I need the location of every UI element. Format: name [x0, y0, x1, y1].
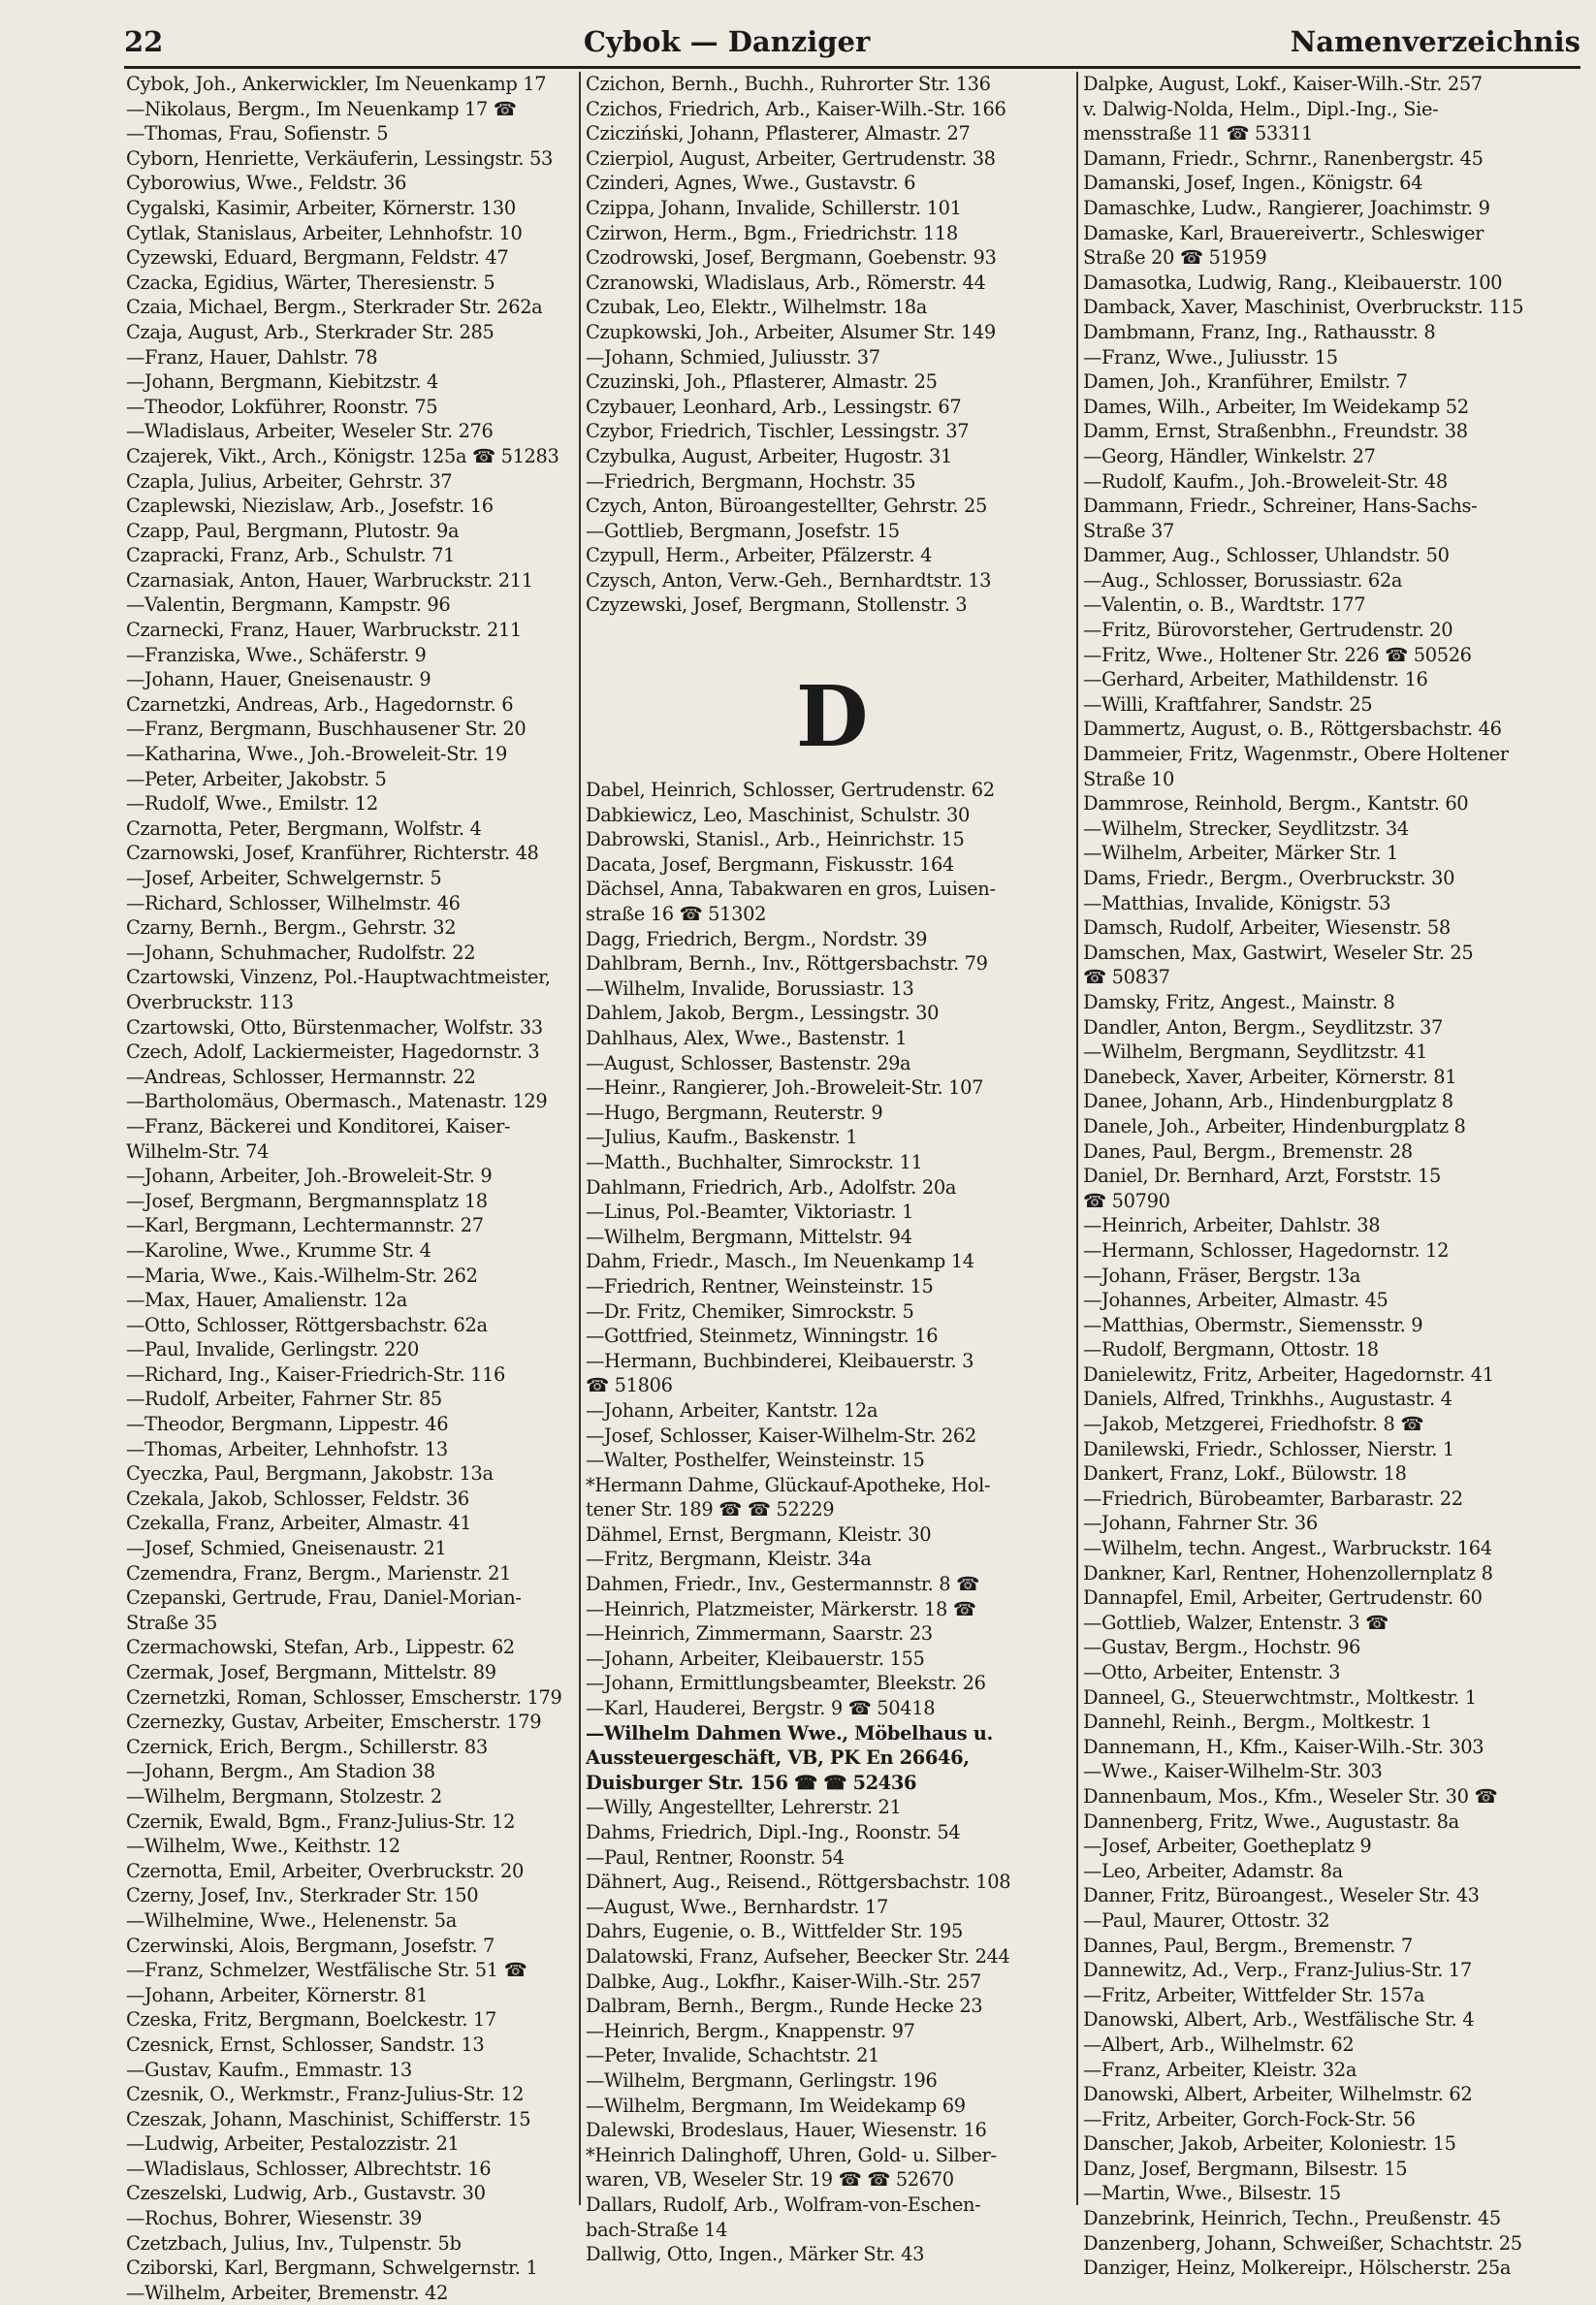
directory-entry: Czarnecki, Franz, Hauer, Warbruckstr. 211 — [126, 619, 522, 642]
directory-entry: —Friedrich, Bergmann, Hochstr. 35 — [586, 469, 916, 493]
column-2-d-entries — [586, 778, 1078, 2267]
directory-entry: —Gottlieb, Walzer, Entenstr. 3 ☎ — [1083, 1611, 1389, 1634]
directory-entry: —Albert, Arb., Wilhelmstr. 62 — [1083, 2033, 1355, 2056]
directory-entry: Dannewitz, Ad., Verp., Franz-Julius-Str. 17 — [1083, 1959, 1472, 1982]
directory-entry: Damanski, Josef, Ingen., Königstr. 64 — [1083, 172, 1423, 195]
column-2 — [586, 72, 1078, 2266]
directory-entry: Czybauer, Leonhard, Arb., Lessingstr. 67 — [586, 395, 962, 418]
directory-entry: —Ludwig, Arbeiter, Pestalozzistr. 21 — [126, 2132, 460, 2156]
directory-entry: —Willy, Angestellter, Lehrerstr. 21 — [586, 1796, 902, 1819]
directory-entry: Dahmen, Friedr., Inv., Gestermannstr. 8 ☎ — [586, 1573, 979, 1596]
directory-entry: bach-Straße 14 — [586, 2218, 728, 2241]
directory-entry: —Hermann, Buchbinderei, Kleibauerstr. 3 — [586, 1349, 974, 1372]
directory-entry: Damm, Ernst, Straßenbhn., Freundstr. 38 — [1083, 420, 1468, 443]
directory-entry: —Wilhelm, Bergmann, Stolzestr. 2 — [126, 1784, 442, 1808]
directory-entry: Dahlmann, Friedrich, Arb., Adolfstr. 20a — [586, 1175, 957, 1199]
directory-entry: —Johann, Bergmann, Kiebitzstr. 4 — [126, 370, 438, 394]
directory-entry: Czarnowski, Josef, Kranführer, Richterstr. 48 — [126, 842, 539, 865]
directory-entry: Danele, Joh., Arbeiter, Hindenburgplatz 8 — [1083, 1114, 1466, 1137]
name-range: Cybok — Danziger — [583, 25, 871, 58]
directory-entry: —Johann, Ermittlungsbeamter, Bleekstr. 26 — [586, 1672, 986, 1695]
directory-entry: —Paul, Rentner, Roonstr. 54 — [586, 1845, 845, 1869]
directory-entry: —Valentin, o. B., Wardtstr. 177 — [1083, 593, 1366, 617]
directory-entry: Straße 35 — [126, 1611, 218, 1634]
directory-entry: Czesnik, O., Werkmstr., Franz-Julius-Str. 12 — [126, 2083, 525, 2106]
directory-entry: Czeska, Fritz, Bergmann, Boelckestr. 17 — [126, 2008, 496, 2032]
directory-entry: Czinderi, Agnes, Wwe., Gustavstr. 6 — [586, 172, 916, 195]
directory-entry: Czapla, Julius, Arbeiter, Gehrstr. 37 — [126, 469, 453, 493]
directory-entry: —Gerhard, Arbeiter, Mathildenstr. 16 — [1083, 668, 1428, 691]
directory-entry: Dahm, Friedr., Masch., Im Neuenkamp 14 — [586, 1250, 974, 1273]
directory-entry: —Heinrich, Bergm., Knappenstr. 97 — [586, 2019, 915, 2042]
directory-entry: Dammann, Friedr., Schreiner, Hans-Sachs- — [1083, 495, 1478, 518]
directory-entry: Daniels, Alfred, Trinkhhs., Augustastr. 4 — [1083, 1388, 1452, 1411]
column-3 — [1083, 72, 1573, 2280]
directory-entry: Dankert, Franz, Lokf., Bülowstr. 18 — [1083, 1462, 1407, 1486]
directory-entry: Dähmel, Ernst, Bergmann, Kleistr. 30 — [586, 1522, 932, 1546]
directory-entry: Dabkiewicz, Leo, Maschinist, Schulstr. 30 — [586, 803, 971, 826]
directory-entry: Dallars, Rudolf, Arb., Wolfram-von-Eschen- — [586, 2193, 981, 2216]
directory-entry: Czuzinski, Joh., Pflasterer, Almastr. 25 — [586, 370, 938, 394]
directory-entry: Czicziński, Johann, Pflasterer, Almastr. 27 — [586, 122, 971, 145]
directory-entry: —Wilhelm, Bergmann, Gerlingstr. 196 — [586, 2068, 938, 2092]
directory-entry: —Max, Hauer, Amalienstr. 12a — [126, 1289, 407, 1312]
directory-entry: Czupkowski, Joh., Arbeiter, Alsumer Str. 149 — [586, 320, 996, 343]
directory-entry: Cyeczka, Paul, Bergmann, Jakobstr. 13a — [126, 1462, 494, 1486]
directory-entry: Dalpke, August, Lokf., Kaiser-Wilh.-Str. 257 — [1083, 73, 1483, 95]
directory-entry: ☎ 50837 — [1083, 966, 1170, 989]
directory-entry: —Peter, Invalide, Schachtstr. 21 — [586, 2044, 880, 2067]
directory-entry: Czych, Anton, Büroangestellter, Gehrstr. 25 — [586, 495, 987, 518]
directory-entry: Damann, Friedr., Schrnr., Ranenbergstr. 45 — [1083, 146, 1484, 170]
directory-entry: —Franziska, Wwe., Schäferstr. 9 — [126, 643, 427, 666]
directory-entry: Czybulka, August, Arbeiter, Hugostr. 31 — [586, 444, 953, 467]
directory-entry: —Dr. Fritz, Chemiker, Simrockstr. 5 — [586, 1299, 914, 1323]
directory-entry: —Wilhelm, Bergmann, Seydlitzstr. 41 — [1083, 1040, 1428, 1064]
directory-entry: Czemendra, Franz, Bergm., Marienstr. 21 — [126, 1561, 512, 1585]
page-header — [124, 21, 1580, 62]
directory-entry: Czubak, Leo, Elektr., Wilhelmstr. 18a — [586, 296, 927, 319]
directory-entry: Czekala, Jakob, Schlosser, Feldstr. 36 — [126, 1487, 469, 1510]
directory-entry: Czapp, Paul, Bergmann, Plutostr. 9a — [126, 519, 460, 542]
directory-entry: Dahlbram, Bernh., Inv., Röttgersbachstr. 79 — [586, 952, 988, 976]
directory-entry: —Wilhelm, Arbeiter, Märker Str. 1 — [1083, 842, 1399, 865]
directory-entry: —Paul, Invalide, Gerlingstr. 220 — [126, 1338, 419, 1361]
directory-entry: —Franz, Bäckerei und Konditorei, Kaiser- — [126, 1114, 511, 1137]
directory-entry: Damasotka, Ludwig, Rang., Kleibauerstr. 100 — [1083, 271, 1503, 294]
directory-entry: —Franz, Schmelzer, Westfälische Str. 51 ☎ — [126, 1959, 527, 1982]
directory-entry: Dalatowski, Franz, Aufseher, Beecker Str. 244 — [586, 1944, 1010, 1968]
directory-entry: —Linus, Pol.-Beamter, Viktoriastr. 1 — [586, 1201, 914, 1224]
directory-entry: —Rudolf, Wwe., Emilstr. 12 — [126, 792, 378, 816]
directory-entry: —Otto, Schlosser, Röttgersbachstr. 62a — [126, 1313, 488, 1336]
directory-entry: —Karl, Bergmann, Lechtermannstr. 27 — [126, 1214, 484, 1237]
directory-entry: —Gustav, Bergm., Hochstr. 96 — [1083, 1636, 1360, 1659]
directory-entry: Danes, Paul, Bergm., Bremenstr. 28 — [1083, 1139, 1413, 1163]
directory-entry: —Franz, Wwe., Juliusstr. 15 — [1083, 345, 1338, 368]
directory-entry: Czeszelski, Ludwig, Arb., Gustavstr. 30 — [126, 2182, 486, 2205]
directory-entry: —Wladislaus, Arbeiter, Weseler Str. 276 — [126, 420, 494, 443]
directory-entry: Czybor, Friedrich, Tischler, Lessingstr. 37 — [586, 420, 970, 443]
section-letter-d: D — [795, 667, 869, 766]
directory-entry: Czypull, Herm., Arbeiter, Pfälzerstr. 4 — [586, 544, 933, 567]
directory-entry: Dandler, Anton, Bergm., Seydlitzstr. 37 — [1083, 1015, 1443, 1039]
directory-entry: Cyborowius, Wwe., Feldstr. 36 — [126, 172, 407, 195]
directory-entry: Czernick, Erich, Bergm., Schillerstr. 83 — [126, 1735, 488, 1758]
directory-entry: —Josef, Arbeiter, Goetheplatz 9 — [1083, 1835, 1372, 1858]
directory-entry: Danowski, Albert, Arbeiter, Wilhelmstr. 62 — [1083, 2083, 1473, 2106]
directory-entry: —Gottlieb, Bergmann, Josefstr. 15 — [586, 519, 900, 542]
directory-entry: —Julius, Kaufm., Baskenstr. 1 — [586, 1126, 858, 1149]
directory-entry: —Paul, Maurer, Ottostr. 32 — [1083, 1908, 1330, 1932]
directory-entry: —Johann, Fräser, Bergstr. 13a — [1083, 1264, 1361, 1287]
directory-entry: Dannenberg, Fritz, Wwe., Augustastr. 8a — [1083, 1809, 1459, 1833]
directory-entry: —Hermann, Schlosser, Hagedornstr. 12 — [1083, 1238, 1450, 1262]
directory-entry: —Wilhelmine, Wwe., Helenenstr. 5a — [126, 1908, 457, 1932]
directory-entry: straße 16 ☎ 51302 — [586, 903, 767, 926]
directory-entry: Danzenberg, Johann, Schweißer, Schachtstr. 25 — [1083, 2231, 1522, 2255]
directory-entry: Dankner, Karl, Rentner, Hohenzollernplatz 8 — [1083, 1561, 1493, 1585]
directory-entry: Damschen, Max, Gastwirt, Weseler Str. 25 — [1083, 941, 1474, 964]
directory-entry: —Wilhelm, Strecker, Seydlitzstr. 34 — [1083, 816, 1409, 840]
directory-entry: Czichos, Friedrich, Arb., Kaiser-Wilh.-Str. 166 — [586, 97, 1006, 120]
directory-entry: —Karoline, Wwe., Krumme Str. 4 — [126, 1238, 431, 1262]
directory-entry: Dannemann, H., Kfm., Kaiser-Wilh.-Str. 303 — [1083, 1735, 1484, 1758]
directory-entry: Straße 37 — [1083, 519, 1175, 542]
directory-entry: Czartowski, Otto, Bürstenmacher, Wolfstr. 33 — [126, 1015, 543, 1039]
directory-entry: Czarnetzki, Andreas, Arb., Hagedornstr. 6 — [126, 692, 514, 716]
column-2-top-entries — [586, 72, 1078, 618]
directory-entry: Dams, Friedr., Bergm., Overbruckstr. 30 — [1083, 867, 1455, 889]
directory-entry: —Nikolaus, Bergm., Im Neuenkamp 17 ☎ — [126, 97, 517, 120]
directory-entry: —Richard, Ing., Kaiser-Friedrich-Str. 116 — [126, 1362, 506, 1386]
directory-entry: —Fritz, Arbeiter, Wittfelder Str. 157a — [1083, 1983, 1425, 2006]
directory-entry: —Franz, Bergmann, Buschhausener Str. 20 — [126, 718, 527, 741]
directory-entry: Dames, Wilh., Arbeiter, Im Weidekamp 52 — [1083, 395, 1469, 418]
directory-entry: Czernezky, Gustav, Arbeiter, Emscherstr. 179 — [126, 1711, 542, 1734]
directory-entry: Danowski, Albert, Arb., Westfälische Str. 4 — [1083, 2008, 1475, 2032]
directory-entry: Cziborski, Karl, Bergmann, Schwelgernstr. 1 — [126, 2257, 538, 2280]
directory-entry: Czichon, Bernh., Buchh., Ruhrorter Str. 136 — [586, 73, 991, 95]
directory-entry: Dammertz, August, o. B., Röttgersbachstr. 46 — [1083, 718, 1502, 741]
directory-entry: Czeszak, Johann, Maschinist, Schifferstr. 15 — [126, 2107, 531, 2130]
directory-entry: —Matth., Buchhalter, Simrockstr. 11 — [586, 1150, 923, 1173]
directory-entry: Damen, Joh., Kranführer, Emilstr. 7 — [1083, 370, 1408, 394]
directory-entry: —Heinrich, Arbeiter, Dahlstr. 38 — [1083, 1214, 1381, 1237]
directory-entry: Czierpiol, August, Arbeiter, Gertrudenstr. 38 — [586, 146, 996, 170]
directory-entry: Damaschke, Ludw., Rangierer, Joachimstr. 9 — [1083, 196, 1490, 219]
directory-entry: Czech, Adolf, Lackiermeister, Hagedornstr. 3 — [126, 1040, 540, 1064]
directory-entry: —August, Schlosser, Bastenstr. 29a — [586, 1051, 911, 1074]
directory-entry: Dahlem, Jakob, Bergm., Lessingstr. 30 — [586, 1002, 940, 1025]
directory-entry: Czernetzki, Roman, Schlosser, Emscherstr. 179 — [126, 1685, 562, 1709]
directory-entry: —Rochus, Bohrer, Wiesenstr. 39 — [126, 2207, 422, 2230]
directory-entry: Czartowski, Vinzenz, Pol.-Hauptwachtmeister, — [126, 966, 551, 989]
directory-entry: mensstraße 11 ☎ 53311 — [1083, 122, 1313, 145]
directory-entry: Cybok, Joh., Ankerwickler, Im Neuenkamp 17 — [126, 73, 547, 95]
directory-entry: Czippa, Johann, Invalide, Schillerstr. 101 — [586, 196, 962, 219]
directory-entry: Dannehl, Reinh., Bergm., Moltkestr. 1 — [1083, 1711, 1432, 1734]
directory-entry: —Thomas, Arbeiter, Lehnhofstr. 13 — [126, 1437, 448, 1460]
directory-entry: —Franz, Hauer, Dahlstr. 78 — [126, 345, 378, 368]
directory-entry: Czernotta, Emil, Arbeiter, Overbruckstr. 20 — [126, 1859, 525, 1882]
directory-entry: —Martin, Wwe., Bilsestr. 15 — [1083, 2182, 1341, 2205]
directory-entry: Czermak, Josef, Bergmann, Mittelstr. 89 — [126, 1661, 496, 1683]
directory-entry: —Franz, Arbeiter, Kleistr. 32a — [1083, 2058, 1357, 2081]
directory-entry: Dannenbaum, Mos., Kfm., Weseler Str. 30 ☎ — [1083, 1784, 1498, 1808]
directory-entry: Dannapfel, Emil, Arbeiter, Gertrudenstr. 60 — [1083, 1586, 1483, 1610]
directory-entry: ☎ 51806 — [586, 1374, 673, 1397]
directory-entry: Czaplewski, Niezislaw, Arb., Josefstr. 16 — [126, 495, 494, 518]
directory-entry: —Friedrich, Bürobeamter, Barbarastr. 22 — [1083, 1487, 1463, 1510]
directory-entry: *Heinrich Dalinghoff, Uhren, Gold- u. Silber- — [586, 2143, 997, 2166]
directory-entry: —Katharina, Wwe., Joh.-Broweleit-Str. 19 — [126, 743, 507, 766]
directory-entry: Czysch, Anton, Verw.-Geh., Bernhardtstr. 13 — [586, 568, 992, 592]
directory-entry: Aussteuergeschäft, VB, PK En 26646, — [586, 1746, 970, 1770]
directory-entry: Cygalski, Kasimir, Arbeiter, Körnerstr. 130 — [126, 196, 516, 219]
directory-entry: —Aug., Schlosser, Borussiastr. 62a — [1083, 568, 1403, 592]
directory-entry: —Josef, Schmied, Gneisenaustr. 21 — [126, 1537, 447, 1560]
directory-entry: —Johann, Arbeiter, Kantstr. 12a — [586, 1398, 878, 1422]
directory-entry: Czarnasiak, Anton, Hauer, Warbruckstr. 211 — [126, 568, 533, 592]
directory-entry: Danzebrink, Heinrich, Techn., Preußenstr. 45 — [1083, 2207, 1501, 2230]
directory-entry: Czarny, Bernh., Bergm., Gehrstr. 32 — [126, 916, 457, 940]
directory-entry: —Wilhelm, Bergmann, Im Weidekamp 69 — [586, 2094, 966, 2117]
directory-entry: v. Dalwig-Nolda, Helm., Dipl.-Ing., Sie- — [1083, 97, 1439, 120]
directory-entry: Cytlak, Stanislaus, Arbeiter, Lehnhofstr. 10 — [126, 221, 523, 244]
directory-entry: —Heinrich, Platzmeister, Märkerstr. 18 ☎ — [586, 1597, 976, 1620]
directory-entry: Dannes, Paul, Bergm., Bremenstr. 7 — [1083, 1934, 1413, 1957]
directory-entry: Dallwig, Otto, Ingen., Märker Str. 43 — [586, 2243, 925, 2266]
directory-entry: —Georg, Händler, Winkelstr. 27 — [1083, 444, 1376, 467]
directory-entry: —Walter, Posthelfer, Weinsteinstr. 15 — [586, 1449, 925, 1472]
column-1 — [126, 72, 588, 2304]
directory-entry: Czepanski, Gertrude, Frau, Daniel-Morian- — [126, 1586, 522, 1610]
directory-entry: —Fritz, Bergmann, Kleistr. 34a — [586, 1548, 872, 1571]
directory-entry: Danielewitz, Fritz, Arbeiter, Hagedornstr. 41 — [1083, 1362, 1494, 1386]
directory-entry: Czesnick, Ernst, Schlosser, Sandstr. 13 — [126, 2033, 485, 2056]
directory-entry: —Thomas, Frau, Sofienstr. 5 — [126, 122, 389, 145]
header-rule — [124, 66, 1580, 69]
directory-entry: Czerwinski, Alois, Bergmann, Josefstr. 7 — [126, 1934, 495, 1957]
directory-entry: —Andreas, Schlosser, Hermannstr. 22 — [126, 1065, 476, 1088]
directory-entry: Duisburger Str. 156 ☎ ☎ 52436 — [586, 1771, 917, 1794]
directory-entry: —Johann, Hauer, Gneisenaustr. 9 — [126, 668, 431, 691]
directory-entry: Damsch, Rudolf, Arbeiter, Wiesenstr. 58 — [1083, 916, 1451, 940]
directory-entry: —Wilhelm, techn. Angest., Warbruckstr. 164 — [1083, 1537, 1492, 1560]
directory-entry: Dabrowski, Stanisl., Arb., Heinrichstr. 15 — [586, 828, 965, 851]
directory-entry: Straße 20 ☎ 51959 — [1083, 246, 1267, 270]
directory-entry: Danscher, Jakob, Arbeiter, Koloniestr. 15 — [1083, 2132, 1456, 2156]
directory-entry: Cyborn, Henriette, Verkäuferin, Lessingstr. 53 — [126, 146, 554, 170]
directory-entry: Damback, Xaver, Maschinist, Overbruckstr. 115 — [1083, 296, 1524, 319]
directory-entry: —Matthias, Invalide, Königstr. 53 — [1083, 891, 1391, 914]
directory-entry: Danz, Josef, Bergmann, Bilsestr. 15 — [1083, 2157, 1408, 2180]
directory-entry: —Valentin, Bergmann, Kampstr. 96 — [126, 593, 451, 617]
directory-entry: Danilewski, Friedr., Schlosser, Nierstr. 1 — [1083, 1437, 1454, 1460]
page-number: 22 — [124, 25, 164, 58]
directory-entry: —Wilhelm, Wwe., Keithstr. 12 — [126, 1835, 400, 1858]
directory-entry: Dahlhaus, Alex, Wwe., Bastenstr. 1 — [586, 1027, 908, 1049]
directory-entry: —Josef, Bergmann, Bergmannsplatz 18 — [126, 1189, 488, 1212]
directory-entry: Dahrs, Eugenie, o. B., Wittfelder Str. 195 — [586, 1920, 963, 1943]
directory-entry: —Johann, Schuhmacher, Rudolfstr. 22 — [126, 941, 476, 964]
directory-entry: —Fritz, Bürovorsteher, Gertrudenstr. 20 — [1083, 619, 1453, 642]
directory-entry: Dammer, Aug., Schlosser, Uhlandstr. 50 — [1083, 544, 1450, 567]
directory-entry: —Maria, Wwe., Kais.-Wilhelm-Str. 262 — [126, 1264, 478, 1287]
directory-entry: Danner, Fritz, Büroangest., Weseler Str. 43 — [1083, 1884, 1480, 1907]
directory-entry: Danee, Johann, Arb., Hindenburgplatz 8 — [1083, 1090, 1453, 1113]
directory-entry: —Wladislaus, Schlosser, Albrechtstr. 16 — [126, 2157, 492, 2180]
directory-entry: —Johannes, Arbeiter, Almastr. 45 — [1083, 1289, 1389, 1312]
directory-entry: —Matthias, Obermstr., Siemensstr. 9 — [1083, 1313, 1423, 1336]
directory-entry: Danebeck, Xaver, Arbeiter, Körnerstr. 81 — [1083, 1065, 1457, 1088]
section-title: Namenverzeichnis — [1290, 25, 1580, 58]
directory-entry: —Peter, Arbeiter, Jakobstr. 5 — [126, 767, 387, 790]
directory-entry: —Heinrich, Zimmermann, Saarstr. 23 — [586, 1622, 933, 1646]
directory-entry: —Karl, Hauderei, Bergstr. 9 ☎ 50418 — [586, 1697, 936, 1720]
directory-entry: —Johann, Arbeiter, Körnerstr. 81 — [126, 1983, 429, 2006]
directory-entry: —Theodor, Bergmann, Lippestr. 46 — [126, 1413, 449, 1436]
directory-entry: Dähnert, Aug., Reisend., Röttgersbachstr. 108 — [586, 1871, 1011, 1894]
directory-entry: tener Str. 189 ☎ ☎ 52229 — [586, 1498, 835, 1521]
directory-entry: —Wilhelm Dahmen Wwe., Möbelhaus u. — [586, 1721, 993, 1745]
directory-entry: —Gottfried, Steinmetz, Winningstr. 16 — [586, 1325, 939, 1348]
column-divider-2 — [1076, 72, 1078, 2205]
directory-entry: —August, Wwe., Bernhardstr. 17 — [586, 1895, 888, 1918]
directory-entry: Dahms, Friedrich, Dipl.-Ing., Roonstr. 54 — [586, 1821, 961, 1843]
directory-entry: Dächsel, Anna, Tabakwaren en gros, Luisen- — [586, 878, 996, 901]
directory-entry: —Wwe., Kaiser-Wilhelm-Str. 303 — [1083, 1760, 1383, 1783]
directory-entry: —Otto, Arbeiter, Entenstr. 3 — [1083, 1661, 1341, 1683]
directory-entry: Dalbke, Aug., Lokfhr., Kaiser-Wilh.-Str. 257 — [586, 1969, 982, 1993]
directory-entry: Damsky, Fritz, Angest., Mainstr. 8 — [1083, 990, 1395, 1013]
section-spacer — [586, 618, 1078, 656]
directory-entry: Czapracki, Franz, Arb., Schulstr. 71 — [126, 544, 456, 567]
directory-entry: —Johann, Arbeiter, Kleibauerstr. 155 — [586, 1647, 925, 1670]
directory-entry: Dagg, Friedrich, Bergm., Nordstr. 39 — [586, 927, 928, 950]
directory-entry: Czerny, Josef, Inv., Sterkrader Str. 150 — [126, 1884, 479, 1907]
directory-entry: waren, VB, Weseler Str. 19 ☎ ☎ 52670 — [586, 2168, 954, 2192]
directory-entry: Dammrose, Reinhold, Bergm., Kantstr. 60 — [1083, 792, 1469, 816]
directory-entry: —Johann, Schmied, Juliusstr. 37 — [586, 345, 880, 368]
directory-entry: —Rudolf, Bergmann, Ottostr. 18 — [1083, 1338, 1379, 1361]
directory-entry: Dalbram, Bernh., Bergm., Runde Hecke 23 — [586, 1995, 983, 2018]
directory-entry: Straße 10 — [1083, 767, 1175, 790]
directory-entry: Czaia, Michael, Bergm., Sterkrader Str. 262a — [126, 296, 543, 319]
directory-entry: *Hermann Dahme, Glückauf-Apotheke, Hol- — [586, 1473, 991, 1496]
directory-entry: Daniel, Dr. Bernhard, Arzt, Forststr. 15 — [1083, 1165, 1441, 1188]
directory-entry: —Hugo, Bergmann, Reuterstr. 9 — [586, 1101, 883, 1124]
directory-entry: Czyzewski, Josef, Bergmann, Stollenstr. 3 — [586, 593, 968, 617]
directory-entry: Dacata, Josef, Bergmann, Fiskusstr. 164 — [586, 852, 954, 876]
directory-entry: Dabel, Heinrich, Schlosser, Gertrudenstr. 62 — [586, 779, 995, 802]
directory-entry: Danneel, G., Steuerwchtmstr., Moltkestr. 1 — [1083, 1685, 1477, 1709]
directory-entry: —Johann, Arbeiter, Joh.-Broweleit-Str. 9 — [126, 1165, 493, 1188]
directory-entry: —Josef, Arbeiter, Schwelgernstr. 5 — [126, 867, 442, 889]
directory-entry: —Friedrich, Rentner, Weinsteinstr. 15 — [586, 1274, 934, 1297]
directory-entry: —Johann, Fahrner Str. 36 — [1083, 1512, 1318, 1535]
directory-entry: Czetzbach, Julius, Inv., Tulpenstr. 5b — [126, 2231, 462, 2255]
directory-entry: —Fritz, Wwe., Holtener Str. 226 ☎ 50526 — [1083, 643, 1472, 666]
directory-entry: —Bartholomäus, Obermasch., Matenastr. 129 — [126, 1090, 548, 1113]
directory-entry: Dammeier, Fritz, Wagenmstr., Obere Holtener — [1083, 743, 1509, 766]
directory-entry: —Fritz, Arbeiter, Gorch-Fock-Str. 56 — [1083, 2107, 1416, 2130]
directory-entry: Wilhelm-Str. 74 — [126, 1139, 270, 1163]
directory-entry: Czekalla, Franz, Arbeiter, Almastr. 41 — [126, 1512, 472, 1535]
directory-entry: Czarnotta, Peter, Bergmann, Wolfstr. 4 — [126, 816, 482, 840]
directory-entry: —Wilhelm, Invalide, Borussiastr. 13 — [586, 976, 914, 1000]
directory-entry: Czermachowski, Stefan, Arb., Lippestr. 62 — [126, 1636, 515, 1659]
directory-entry: Czernik, Ewald, Bgm., Franz-Julius-Str. 12 — [126, 1809, 516, 1833]
directory-entry: —Wilhelm, Arbeiter, Bremenstr. 42 — [126, 2281, 449, 2304]
directory-entry: Czranowski, Wladislaus, Arb., Römerstr. 44 — [586, 271, 986, 294]
directory-entry: —Richard, Schlosser, Wilhelmstr. 46 — [126, 891, 461, 914]
directory-entry: —Josef, Schlosser, Kaiser-Wilhelm-Str. 262 — [586, 1424, 976, 1447]
directory-entry: —Heinr., Rangierer, Joh.-Broweleit-Str. 107 — [586, 1076, 984, 1100]
directory-entry: Czirwon, Herm., Bgm., Friedrichstr. 118 — [586, 221, 958, 244]
directory-entry: —Jakob, Metzgerei, Friedhofstr. 8 ☎ — [1083, 1413, 1424, 1436]
directory-entry: Dalewski, Brodeslaus, Hauer, Wiesenstr. 16 — [586, 2119, 987, 2142]
directory-entry: —Rudolf, Arbeiter, Fahrner Str. 85 — [126, 1388, 442, 1411]
directory-entry: Czajerek, Vikt., Arch., Königstr. 125a ☎ 51283 — [126, 444, 559, 467]
directory-entry: ☎ 50790 — [1083, 1189, 1170, 1212]
directory-entry: Damaske, Karl, Brauereivertr., Schleswiger — [1083, 221, 1484, 244]
directory-entry: Czodrowski, Josef, Bergmann, Goebenstr. 93 — [586, 246, 997, 270]
directory-entry: —Gustav, Kaufm., Emmastr. 13 — [126, 2058, 412, 2081]
directory-entry: Dambmann, Franz, Ing., Rathausstr. 8 — [1083, 320, 1436, 343]
directory-entry: Czaja, August, Arb., Sterkrader Str. 285 — [126, 320, 495, 343]
directory-entry: Cyzewski, Eduard, Bergmann, Feldstr. 47 — [126, 246, 509, 270]
directory-entry: —Wilhelm, Bergmann, Mittelstr. 94 — [586, 1225, 912, 1248]
directory-entry: —Leo, Arbeiter, Adamstr. 8a — [1083, 1859, 1343, 1882]
directory-entry: —Johann, Bergm., Am Stadion 38 — [126, 1760, 435, 1783]
column-divider-1 — [579, 72, 581, 2205]
directory-entry: Overbruckstr. 113 — [126, 990, 294, 1013]
directory-entry: Danziger, Heinz, Molkereipr., Hölscherstr. 25a — [1083, 2257, 1512, 2280]
directory-entry: —Theodor, Lokführer, Roonstr. 75 — [126, 395, 438, 418]
directory-entry: —Rudolf, Kaufm., Joh.-Broweleit-Str. 48 — [1083, 469, 1448, 493]
directory-entry: —Willi, Kraftfahrer, Sandstr. 25 — [1083, 692, 1373, 716]
directory-entry: Czacka, Egidius, Wärter, Theresienstr. 5 — [126, 271, 495, 294]
